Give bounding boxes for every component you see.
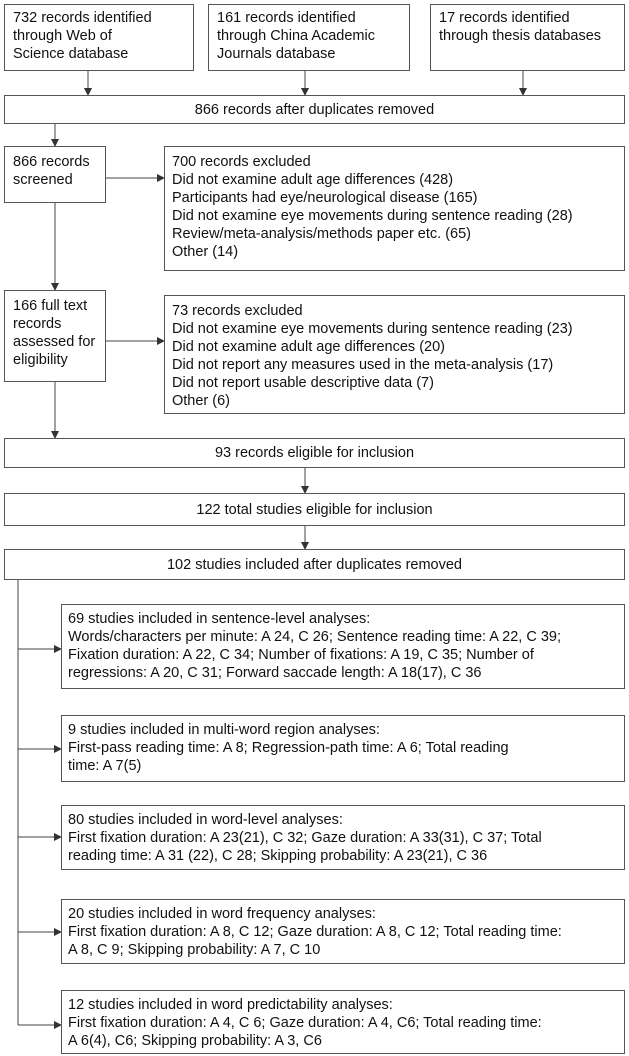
box-line: 732 records identified xyxy=(13,10,152,26)
box-line: assessed for xyxy=(13,334,96,350)
box-line: Did not examine adult age differences (428) xyxy=(172,172,454,188)
box-line: First-pass reading time: A 8; Regression-path time: A 6; Total reading xyxy=(68,740,509,756)
box-line: Other (6) xyxy=(172,393,231,409)
box-line: regressions: A 20, C 31; Forward saccade length: A 18(17), C 36 xyxy=(68,665,482,681)
box-line: through thesis databases xyxy=(439,28,602,44)
box-line: Did not examine eye movements during sentence reading (23) xyxy=(172,321,573,337)
box-line: Words/characters per minute: A 24, C 26; Sentence reading time: A 22, C 39; xyxy=(68,629,562,645)
box-line: 69 studies included in sentence-level analyses: xyxy=(68,611,371,627)
screened-box xyxy=(4,146,106,203)
box-line: First fixation duration: A 4, C 6; Gaze duration: A 4, C6; Total reading time: xyxy=(68,1015,542,1031)
box-line: 166 full text xyxy=(13,298,88,314)
box-line: through China Academic xyxy=(217,28,375,44)
box-line: records xyxy=(13,316,62,332)
after-duplicates-box xyxy=(4,95,625,124)
box-line: First fixation duration: A 8, C 12; Gaze duration: A 8, C 12; Total reading time: xyxy=(68,924,562,940)
box-line: Journals database xyxy=(217,46,336,62)
box-line: 93 records eligible for inclusion xyxy=(214,445,415,461)
box-line: 122 total studies eligible for inclusion xyxy=(196,502,433,518)
box-line: Science database xyxy=(13,46,129,62)
sentence-level-box xyxy=(61,604,625,689)
box-line: eligibility xyxy=(13,352,68,368)
box-line: 700 records excluded xyxy=(172,154,311,170)
box-line: 20 studies included in word frequency analyses: xyxy=(68,906,376,922)
box-line: Did not report usable descriptive data (7) xyxy=(172,375,434,391)
included-studies-box xyxy=(4,549,625,580)
box-line: time: A 7(5) xyxy=(68,758,142,774)
box-line: 161 records identified xyxy=(217,10,356,26)
box-line: screened xyxy=(13,172,73,188)
box-line: 866 records xyxy=(13,154,90,170)
multi-word-region-box xyxy=(61,715,625,782)
box-line: A 8, C 9; Skipping probability: A 7, C 10 xyxy=(68,942,321,958)
box-line: 73 records excluded xyxy=(172,303,303,319)
box-line: through Web of xyxy=(13,28,112,44)
box-line: 17 records identified xyxy=(439,10,570,26)
screening-excluded-box xyxy=(164,146,625,271)
word-predictability-box xyxy=(61,990,625,1054)
box-line: reading time: A 31 (22), C 28; Skipping probability: A 23(21), C 36 xyxy=(68,848,488,864)
box-line: Did not examine adult age differences (20) xyxy=(172,339,445,355)
eligible-records-box xyxy=(4,438,625,468)
box-line: 80 studies included in word-level analyses: xyxy=(68,812,343,828)
box-line: Did not report any measures used in the meta-analysis (17) xyxy=(172,357,554,373)
box-line: A 6(4), C6; Skipping probability: A 3, C6 xyxy=(68,1033,322,1049)
thesis-records-box xyxy=(430,4,625,71)
box-line: Review/meta-analysis/methods paper etc. (65) xyxy=(172,226,471,242)
full-text-box xyxy=(4,290,106,382)
box-line: Fixation duration: A 22, C 34; Number of fixations: A 19, C 35; Number of xyxy=(68,647,534,663)
box-line: 12 studies included in word predictability analyses: xyxy=(68,997,393,1013)
cnki-records-box xyxy=(208,4,410,71)
box-line: 9 studies included in multi-word region analyses: xyxy=(68,722,380,738)
box-line: First fixation duration: A 23(21), C 32; Gaze duration: A 33(31), C 37; Total xyxy=(68,830,542,846)
box-line: Participants had eye/neurological disease (165) xyxy=(172,190,478,206)
box-line: Did not examine eye movements during sentence reading (28) xyxy=(172,208,573,224)
word-frequency-box xyxy=(61,899,625,964)
box-line: 102 studies included after duplicates removed xyxy=(166,557,462,573)
box-line: Other (14) xyxy=(172,244,239,260)
full-text-excluded-box xyxy=(164,295,625,414)
box-line: 866 records after duplicates removed xyxy=(194,102,435,118)
eligible-studies-box xyxy=(4,493,625,526)
word-level-box xyxy=(61,805,625,870)
wos-records-box xyxy=(4,4,194,71)
